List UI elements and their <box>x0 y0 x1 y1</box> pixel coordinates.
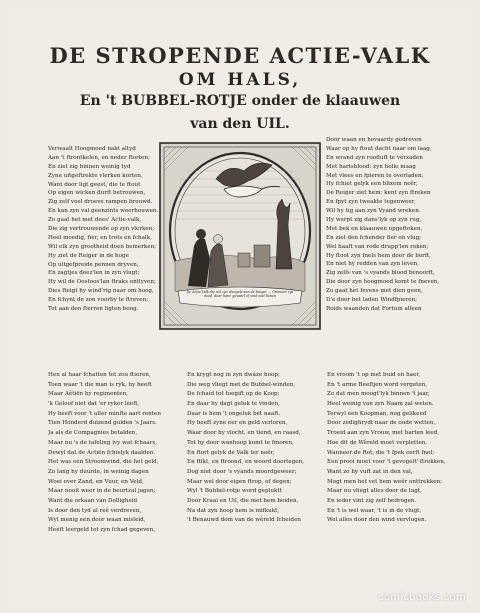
verse-line: En 't is wel waar, 't is in de vlugt, <box>327 507 422 514</box>
verse-line: Tot hy door wanhoop komt te fmoren, <box>187 439 294 446</box>
verse-line: Mogt men het vet hem weêr onttrekken; <box>327 478 443 485</box>
verse-line: Is door den tyd al reê verdreven, <box>48 507 142 514</box>
verse-line: En ftort gelyk de Valk ter neêr, <box>187 449 275 456</box>
verse-line: Heel weinig van zyn Naam zal weten. <box>327 401 434 408</box>
verse-line: Wyl menig een door waan misleid, <box>48 517 146 524</box>
verse-line: Dog niet door 's vyands moordgeweer; <box>187 468 297 475</box>
verse-line: Waar op hy ftout dacht naar om laag, <box>326 145 432 152</box>
verse-line: Tot aan den fterren ligten boog. <box>48 306 139 313</box>
verse-line: Waar door hy vlocht, en tiend, en raasd, <box>187 430 301 437</box>
verse-line: Verwaalt Hoogmoed nakt altyd <box>48 146 136 152</box>
verse-line: Terwyl een Koopman, nog gelikeed <box>327 410 427 417</box>
verse-line: Hy fchiet gelyk een blixem neêr, <box>326 181 418 188</box>
ruin-wall <box>254 245 270 267</box>
verse-line: Ja als de Compagnies betalden, <box>48 430 138 437</box>
verse-line: Zyne uitgeftrekte vlerken korten, <box>48 172 143 179</box>
verse-line: En 't arme Beeftjen word vergeten, <box>327 381 428 388</box>
verse-line: Maar nu vliegt alles door de lugt, <box>327 488 422 495</box>
verse-line: En fpyt zyn tweakte tegenweer, <box>326 199 416 206</box>
verse-line: De Reiger ziet hem: kent zyn ftreken <box>326 190 431 197</box>
verse-line: Wil hy tig aan zyn Vyand wreken. <box>326 208 421 215</box>
verse-line: Aan 't ftrontkelen, en neder ftorten; <box>48 154 150 161</box>
verse-line: Dewyl dat de Actiën fchielyk daalden. <box>48 449 156 456</box>
verse-line: Hy wil de Oostoos'lan ftraks ontlyven; <box>48 279 156 286</box>
verse-line: Met vlees en fpieren te overladen; <box>326 172 424 179</box>
engraving-illustration <box>158 141 322 331</box>
verse-line: Op eigen wicken durft betrouwen, <box>48 190 146 197</box>
figure-head <box>196 229 206 239</box>
ruin-block <box>238 253 250 267</box>
verse-line: De fchaid tot toegift op de Koop; <box>187 391 280 398</box>
verse-line: Wanneer de Rot, die 't fpek eerft fnol; <box>327 449 435 456</box>
verse-line: Zo gaat het met dees' Actie-valk, <box>48 217 142 224</box>
verse-line: Dies fteigt hy wind'rig naar om hoog, <box>48 288 154 295</box>
verse-left-column <box>48 145 158 314</box>
verse-line: Hoe dit de Wêreld moet verpletten. <box>327 439 428 446</box>
verse-line: Die zig vertrouwende op zyn vlerken; <box>48 226 155 233</box>
verse-line: Door zedighrydt naar de oude wetten, <box>327 420 436 427</box>
verse-line: Die door zyn hoogmoed komt te fneven, <box>326 279 440 286</box>
bottom-column-2 <box>187 371 312 526</box>
verse-line: En fchynt de zon voorby te ftreven; <box>48 297 149 304</box>
verse-line: En ziet den fchender fier en vlug; <box>326 234 422 241</box>
verse-line: Maar nooit weer in de beurtzal jagen; <box>48 488 156 495</box>
verse-line: Een prooi moet voor 't gevogelt' ftrekken, <box>327 459 446 466</box>
verse-right-column <box>326 136 446 314</box>
verse-line: Door waan en hovaardy gedreven <box>326 137 422 143</box>
verse-line: Wel haaft van rode drupp'len roken; <box>326 243 429 250</box>
verse-line: Na dat zyn hoop hem is mifkukt, <box>187 507 280 514</box>
verse-line: En daar hy dagt geluk te vinden, <box>187 401 280 408</box>
verse-line: D'e door bet laden Windfpieren; <box>326 297 418 304</box>
figure-woman-head <box>214 235 223 244</box>
verse-line: Want door ligt geest, die te ftout <box>48 181 141 188</box>
verse-line: Heel moedig, fier, en trots en fchalk, <box>48 234 152 241</box>
verse-line: 't Benauwd dom van de wêreld fcheiden <box>187 517 301 524</box>
verse-line: Op uitgefpreide pennen dryven, <box>48 261 139 268</box>
title-line-2: OM HALS, <box>178 70 302 90</box>
engraving-svg <box>158 141 322 331</box>
verse-line: Wyl 't Bubbel-rotje word gepluktt <box>187 488 282 495</box>
verse-line: En ftikt, en ftroond, en woord doortegen, <box>187 459 304 466</box>
verse-line: Maar wel door eigen ftrop, of degen; <box>187 478 292 485</box>
verse-line: Hy werpt zig dans'lyk op zyn rug, <box>326 217 422 224</box>
verse-line: Roids waanden dat Fortuin alleen <box>326 305 422 312</box>
verse-line: Zo gaat het fevens met dien geen, <box>326 288 423 295</box>
verse-line: Hy ziet de Reiger in de hoge <box>48 252 129 259</box>
verse-line: En vroom 't op met buid en haer, <box>327 372 421 378</box>
verse-line: En krygt nog in zyn dwáze hoop; <box>187 372 280 378</box>
verse-line: En wrand zyn roofluft te verzaden <box>326 154 423 161</box>
verse-line: Met bek en klaauwen opgeftoken, <box>326 225 423 232</box>
verse-line: En zagtjes deez'len in zyn vlugt; <box>48 270 140 277</box>
verse-line: Tien Honderd duizend gulden 's Jaars. <box>48 420 157 427</box>
verse-line: Maar Aêtiën by regimenten, <box>48 391 128 398</box>
verse-line: Toen waar 't die man is ryk, hy heeft <box>48 381 152 388</box>
verse-line: Troeid aan zyn Vrouw, met harten leed, <box>327 430 440 437</box>
title-line-4: van den UIL. <box>190 116 290 132</box>
verse-line: 'k Geloof niet dat 'er ryker leeft, <box>48 401 140 408</box>
verse-line: Wel alles door den wind vervlogen. <box>327 517 427 524</box>
verse-line: En ieder vint zig zelf bedrogen. <box>327 497 417 504</box>
title-line-3: En 't BUBBEL-ROTJE onder de klaauwen <box>79 93 401 109</box>
verse-line: Met hartsblood: zyn holle maag <box>326 163 416 170</box>
caption-text-holder <box>182 290 298 306</box>
verse-line: Hy heeft zyne eer en geld verloren, <box>187 420 288 427</box>
bottom-column-3 <box>327 371 452 526</box>
verse-line: Woei over Zand, en Vuur, en Veld, <box>48 478 144 485</box>
bottom-column-1 <box>48 371 173 536</box>
verse-line: Want die orkaan van Dolligheid <box>48 497 138 504</box>
verse-line: Want zo hy vuft zat in den val, <box>327 468 413 475</box>
verse-line: Hen al haar fchatten tot zou ftieren, <box>48 372 151 378</box>
verse-line: En niet hy redden van zyn leven, <box>326 261 419 268</box>
verse-line: Daar is hem 't ongeluk bet naaft. <box>187 410 281 417</box>
title-line-1: DE STROPENDE ACTIE-VALK <box>49 43 431 68</box>
verse-line: Heeft leergeld tot zyn fchad gegeven, <box>48 527 155 533</box>
verse-line: En kan zyn val geenzints weerhouwen. <box>48 208 158 215</box>
verse-line: Zo lang hy duurde, in weinig dagen <box>48 468 149 475</box>
verse-line: Door Kraai en Uil, die met hem beiden, <box>187 497 299 504</box>
verse-line: Hy heeft voor 't aller minfte aart renten <box>48 410 161 417</box>
verse-line: Zo dat men moogt'lyk binnen 't jaar, <box>327 391 430 398</box>
watermark: comicbooks.com <box>378 592 466 603</box>
verse-line: Hy ftoot zyn fnels hem door de borft, <box>326 252 431 259</box>
verse-line: Wil elk zyn grootheid doen bemerken; <box>48 243 157 250</box>
verse-line: Zig zelf veel droeve rampen brouwd. <box>48 199 153 206</box>
verse-line: Die weg vliegt met de Bubbel-winden, <box>187 381 296 388</box>
verse-line: Maar nu 's de tafeling ivy wat fchaars, <box>48 439 158 446</box>
engraving-caption: De Actie-Valk die wil zyn vleugels aan de Reiger ... Ontmoet zyn dood, door hare' gevaarl of vind niet bonen <box>186 290 294 298</box>
verse-line: Zig zelfs van 's vyands blood benoorft, <box>326 270 435 277</box>
verse-line: En ziet zig binnen weinig tyd <box>48 163 131 170</box>
verse-line: Het was een Stroomwind, die het geld, <box>48 459 159 466</box>
